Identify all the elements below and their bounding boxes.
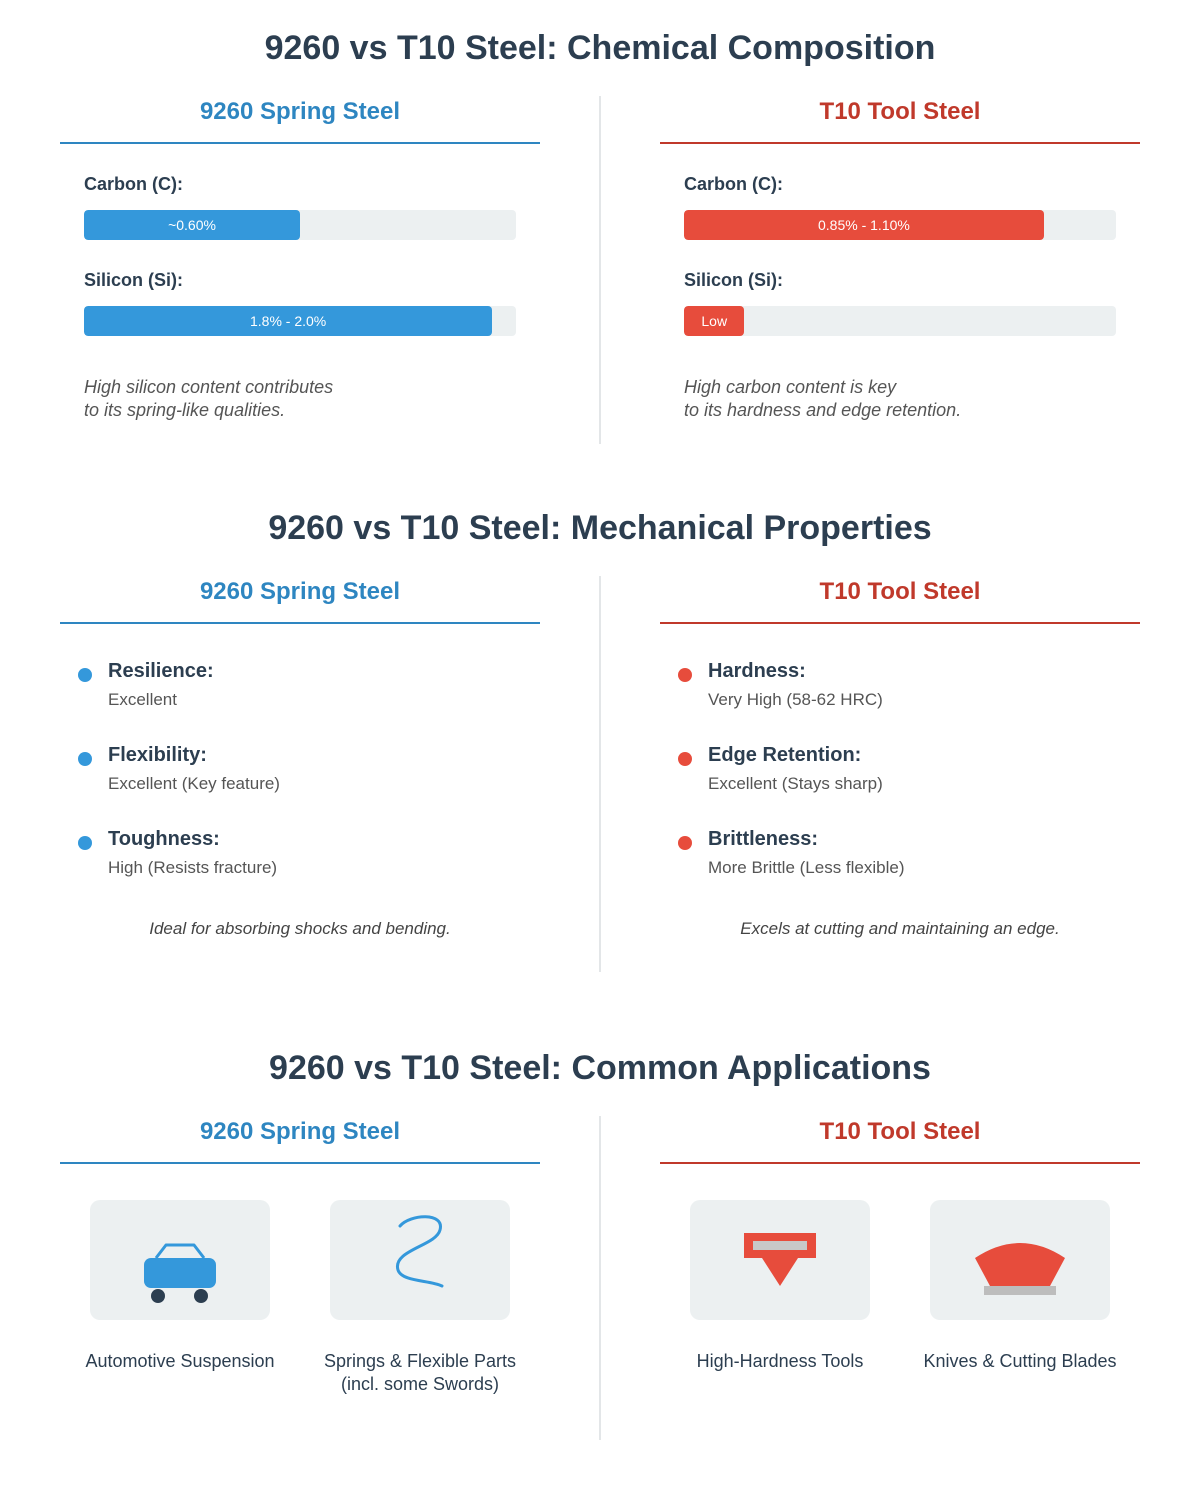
spring-prop-resilience-value: Excellent xyxy=(108,690,177,709)
tool-composition-note-line1: High carbon content is key xyxy=(684,377,897,397)
tool-carbon-bar-track xyxy=(684,210,1116,240)
tool-carbon-row xyxy=(684,174,1116,233)
tool-silicon-row xyxy=(684,270,1116,329)
mechanical-title: 9260 vs T10 Steel: Mechanical Properties xyxy=(268,509,932,547)
tool-carbon-bar: 0.85% - 1.10% xyxy=(684,210,1044,240)
springs-card xyxy=(330,1200,510,1320)
tool-prop-hardness xyxy=(660,660,1140,720)
mechanical-tool-heading: T10 Tool Steel xyxy=(660,576,1140,624)
springs-label-line2: (incl. some Swords) xyxy=(340,1374,500,1394)
spring-composition-note xyxy=(84,376,333,422)
tool-composition-note-line2: to its hardness and edge retention. xyxy=(684,400,962,420)
mechanical-divider xyxy=(599,576,601,972)
spring-silicon-label: Silicon (Si): xyxy=(84,270,183,290)
spring-mechanical-note: Ideal for absorbing shocks and bending. xyxy=(149,919,451,938)
high-hardness-tools-label-line1: High-Hardness Tools xyxy=(696,1351,864,1371)
springs-label xyxy=(300,1350,540,1396)
spring-carbon-bar-track xyxy=(84,210,516,240)
applications-divider xyxy=(599,1116,601,1440)
car-icon xyxy=(90,1200,270,1320)
applications-tool-column xyxy=(660,1116,1140,1446)
spring-prop-flexibility xyxy=(60,744,540,804)
tool-composition-note xyxy=(684,376,961,422)
mechanical-tool-column xyxy=(660,576,1140,976)
knives-card xyxy=(930,1200,1110,1320)
spring-prop-flexibility-name: Flexibility: xyxy=(108,744,207,766)
mechanical-spring-heading: 9260 Spring Steel xyxy=(60,576,540,624)
high-hardness-tools-label xyxy=(660,1350,900,1373)
bullet-dot-icon xyxy=(78,752,92,766)
bullet-dot-icon xyxy=(78,668,92,682)
tool-silicon-bar: Low xyxy=(684,306,744,336)
spring-silicon-bar: 1.8% - 2.0% xyxy=(84,306,492,336)
spring-silicon-row xyxy=(84,270,516,329)
mechanical-section xyxy=(0,480,1200,980)
tool-icon xyxy=(690,1200,870,1320)
spring-prop-resilience-name: Resilience: xyxy=(108,660,214,682)
applications-tool-heading: T10 Tool Steel xyxy=(660,1116,1140,1164)
applications-spring-column xyxy=(60,1116,540,1446)
composition-tool-heading: T10 Tool Steel xyxy=(660,96,1140,144)
spring-composition-note-line2: to its spring-like qualities. xyxy=(84,400,286,420)
bullet-dot-icon xyxy=(678,836,692,850)
tool-carbon-label: Carbon (C): xyxy=(684,174,783,194)
tool-silicon-bar-track xyxy=(684,306,1116,336)
bullet-dot-icon xyxy=(678,752,692,766)
applications-section xyxy=(0,1020,1200,1460)
springs-label-line1: Springs & Flexible Parts xyxy=(323,1351,517,1371)
tool-prop-edge-retention xyxy=(660,744,1140,804)
knives-label xyxy=(900,1350,1140,1373)
composition-section xyxy=(0,0,1200,470)
spring-icon xyxy=(330,1200,510,1320)
knives-label-line1: Knives & Cutting Blades xyxy=(923,1351,1117,1371)
automotive-suspension-label-line1: Automotive Suspension xyxy=(85,1351,275,1371)
automotive-suspension-label xyxy=(60,1350,300,1373)
composition-spring-heading: 9260 Spring Steel xyxy=(60,96,540,144)
spring-silicon-bar-track xyxy=(84,306,516,336)
tool-prop-edge-retention-name: Edge Retention: xyxy=(708,744,862,766)
spring-prop-flexibility-value: Excellent (Key feature) xyxy=(108,774,280,793)
tool-prop-hardness-value: Very High (58-62 HRC) xyxy=(708,690,883,709)
mechanical-spring-column xyxy=(60,576,540,976)
blade-icon xyxy=(930,1200,1110,1320)
composition-divider xyxy=(599,96,601,444)
tool-prop-brittleness xyxy=(660,828,1140,888)
tool-prop-brittleness-name: Brittleness: xyxy=(708,828,819,850)
spring-prop-toughness xyxy=(60,828,540,888)
spring-prop-toughness-name: Toughness: xyxy=(108,828,220,850)
applications-title: 9260 vs T10 Steel: Common Applications xyxy=(269,1049,931,1087)
spring-carbon-label: Carbon (C): xyxy=(84,174,183,194)
spring-composition-note-line1: High silicon content contributes xyxy=(84,377,334,397)
tool-prop-edge-retention-value: Excellent (Stays sharp) xyxy=(708,774,883,793)
composition-title: 9260 vs T10 Steel: Chemical Composition xyxy=(264,29,936,67)
tool-prop-brittleness-value: More Brittle (Less flexible) xyxy=(708,858,905,877)
high-hardness-tools-card xyxy=(690,1200,870,1320)
bullet-dot-icon xyxy=(678,668,692,682)
applications-spring-heading: 9260 Spring Steel xyxy=(60,1116,540,1164)
tool-mechanical-note: Excels at cutting and maintaining an edge. xyxy=(740,919,1060,938)
tool-prop-hardness-name: Hardness: xyxy=(708,660,806,682)
automotive-suspension-card xyxy=(90,1200,270,1320)
composition-tool-column xyxy=(660,96,1140,456)
spring-prop-resilience xyxy=(60,660,540,720)
tool-silicon-label: Silicon (Si): xyxy=(684,270,783,290)
composition-spring-column xyxy=(60,96,540,456)
spring-carbon-row xyxy=(84,174,516,233)
spring-carbon-bar: ~0.60% xyxy=(84,210,300,240)
spring-prop-toughness-value: High (Resists fracture) xyxy=(108,858,278,877)
bullet-dot-icon xyxy=(78,836,92,850)
